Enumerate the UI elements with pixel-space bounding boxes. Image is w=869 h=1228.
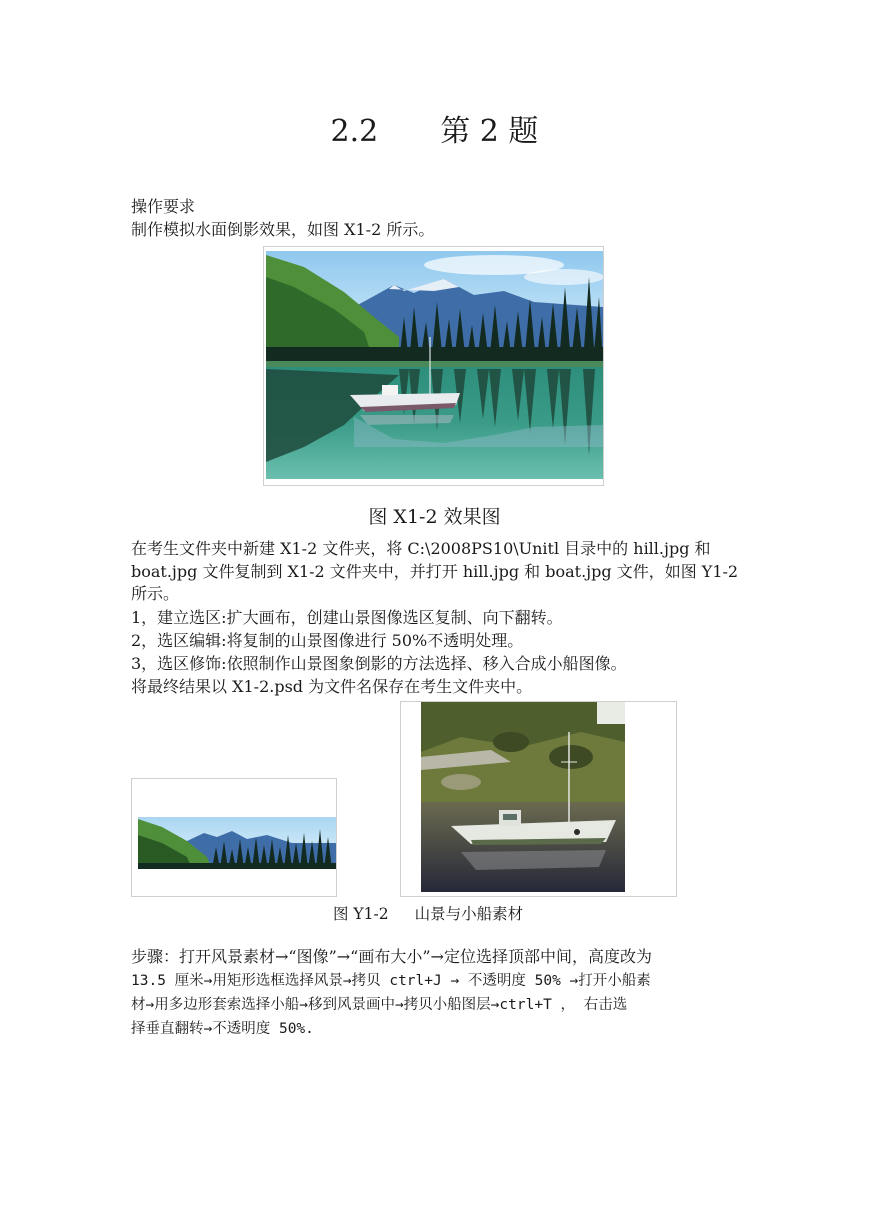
boat-figure-frame [400,701,677,897]
figure-y1-2-text: 山景与小船素材 [414,905,524,923]
figure-x1-2-caption: 图 X1-2 效果图 [368,506,501,528]
section-number: 2.2 [330,114,379,149]
save-instruction: 将最终结果以 X1-2.psd 为文件名保存在考生文件夹中。 [131,677,533,696]
steps-line-4: 择垂直翻转→不透明度 50%. [131,1021,314,1037]
steps-line-1: 步骤：打开风景素材→“图像”→“画布大小”→定位选择顶部中间，高度改为 [131,947,652,966]
step-1: 1，建立选区:扩大画布，创建山景图像选区复制、向下翻转。 [131,608,563,627]
body-line-1: 在考生文件夹中新建 X1-2 文件夹，将 C:\2008PS10\Unitl 目录中的 hill.jpg 和 [131,539,711,558]
step-3: 3，选区修饰:依照制作山景图象倒影的方法选择、移入合成小船图像。 [131,654,627,673]
effect-figure-image [264,247,603,485]
step-2: 2，选区编辑:将复制的山景图像进行 50%不透明处理。 [131,631,524,650]
body-line-2: boat.jpg 文件复制到 X1-2 文件夹中，并打开 hill.jpg 和 boat.jpg 文件，如图 Y1-2 [131,562,739,581]
figure-y1-2-caption [333,902,523,924]
body-line-3: 所示。 [131,584,180,603]
steps-line-2: 13.5 厘米→用矩形选框选择风景→拷贝 ctrl+J → 不透明度 50% →打开小船素 [131,973,651,989]
requirements-intro: 制作模拟水面倒影效果，如图 X1-2 所示。 [131,220,435,239]
effect-figure-frame [263,246,604,486]
section-title [0,106,869,150]
figure-y1-2-id: 图 Y1-2 [333,905,389,923]
hill-image [132,779,336,896]
steps-line-3: 材→用多边形套索选择小船→移到风景画中→拷贝小船图层→ctrl+T ， 右击选 [131,997,628,1013]
requirements-heading: 操作要求 [131,197,196,216]
section-label: 第 2 题 [440,114,539,149]
boat-image [401,702,676,896]
hill-figure-frame [131,778,337,897]
